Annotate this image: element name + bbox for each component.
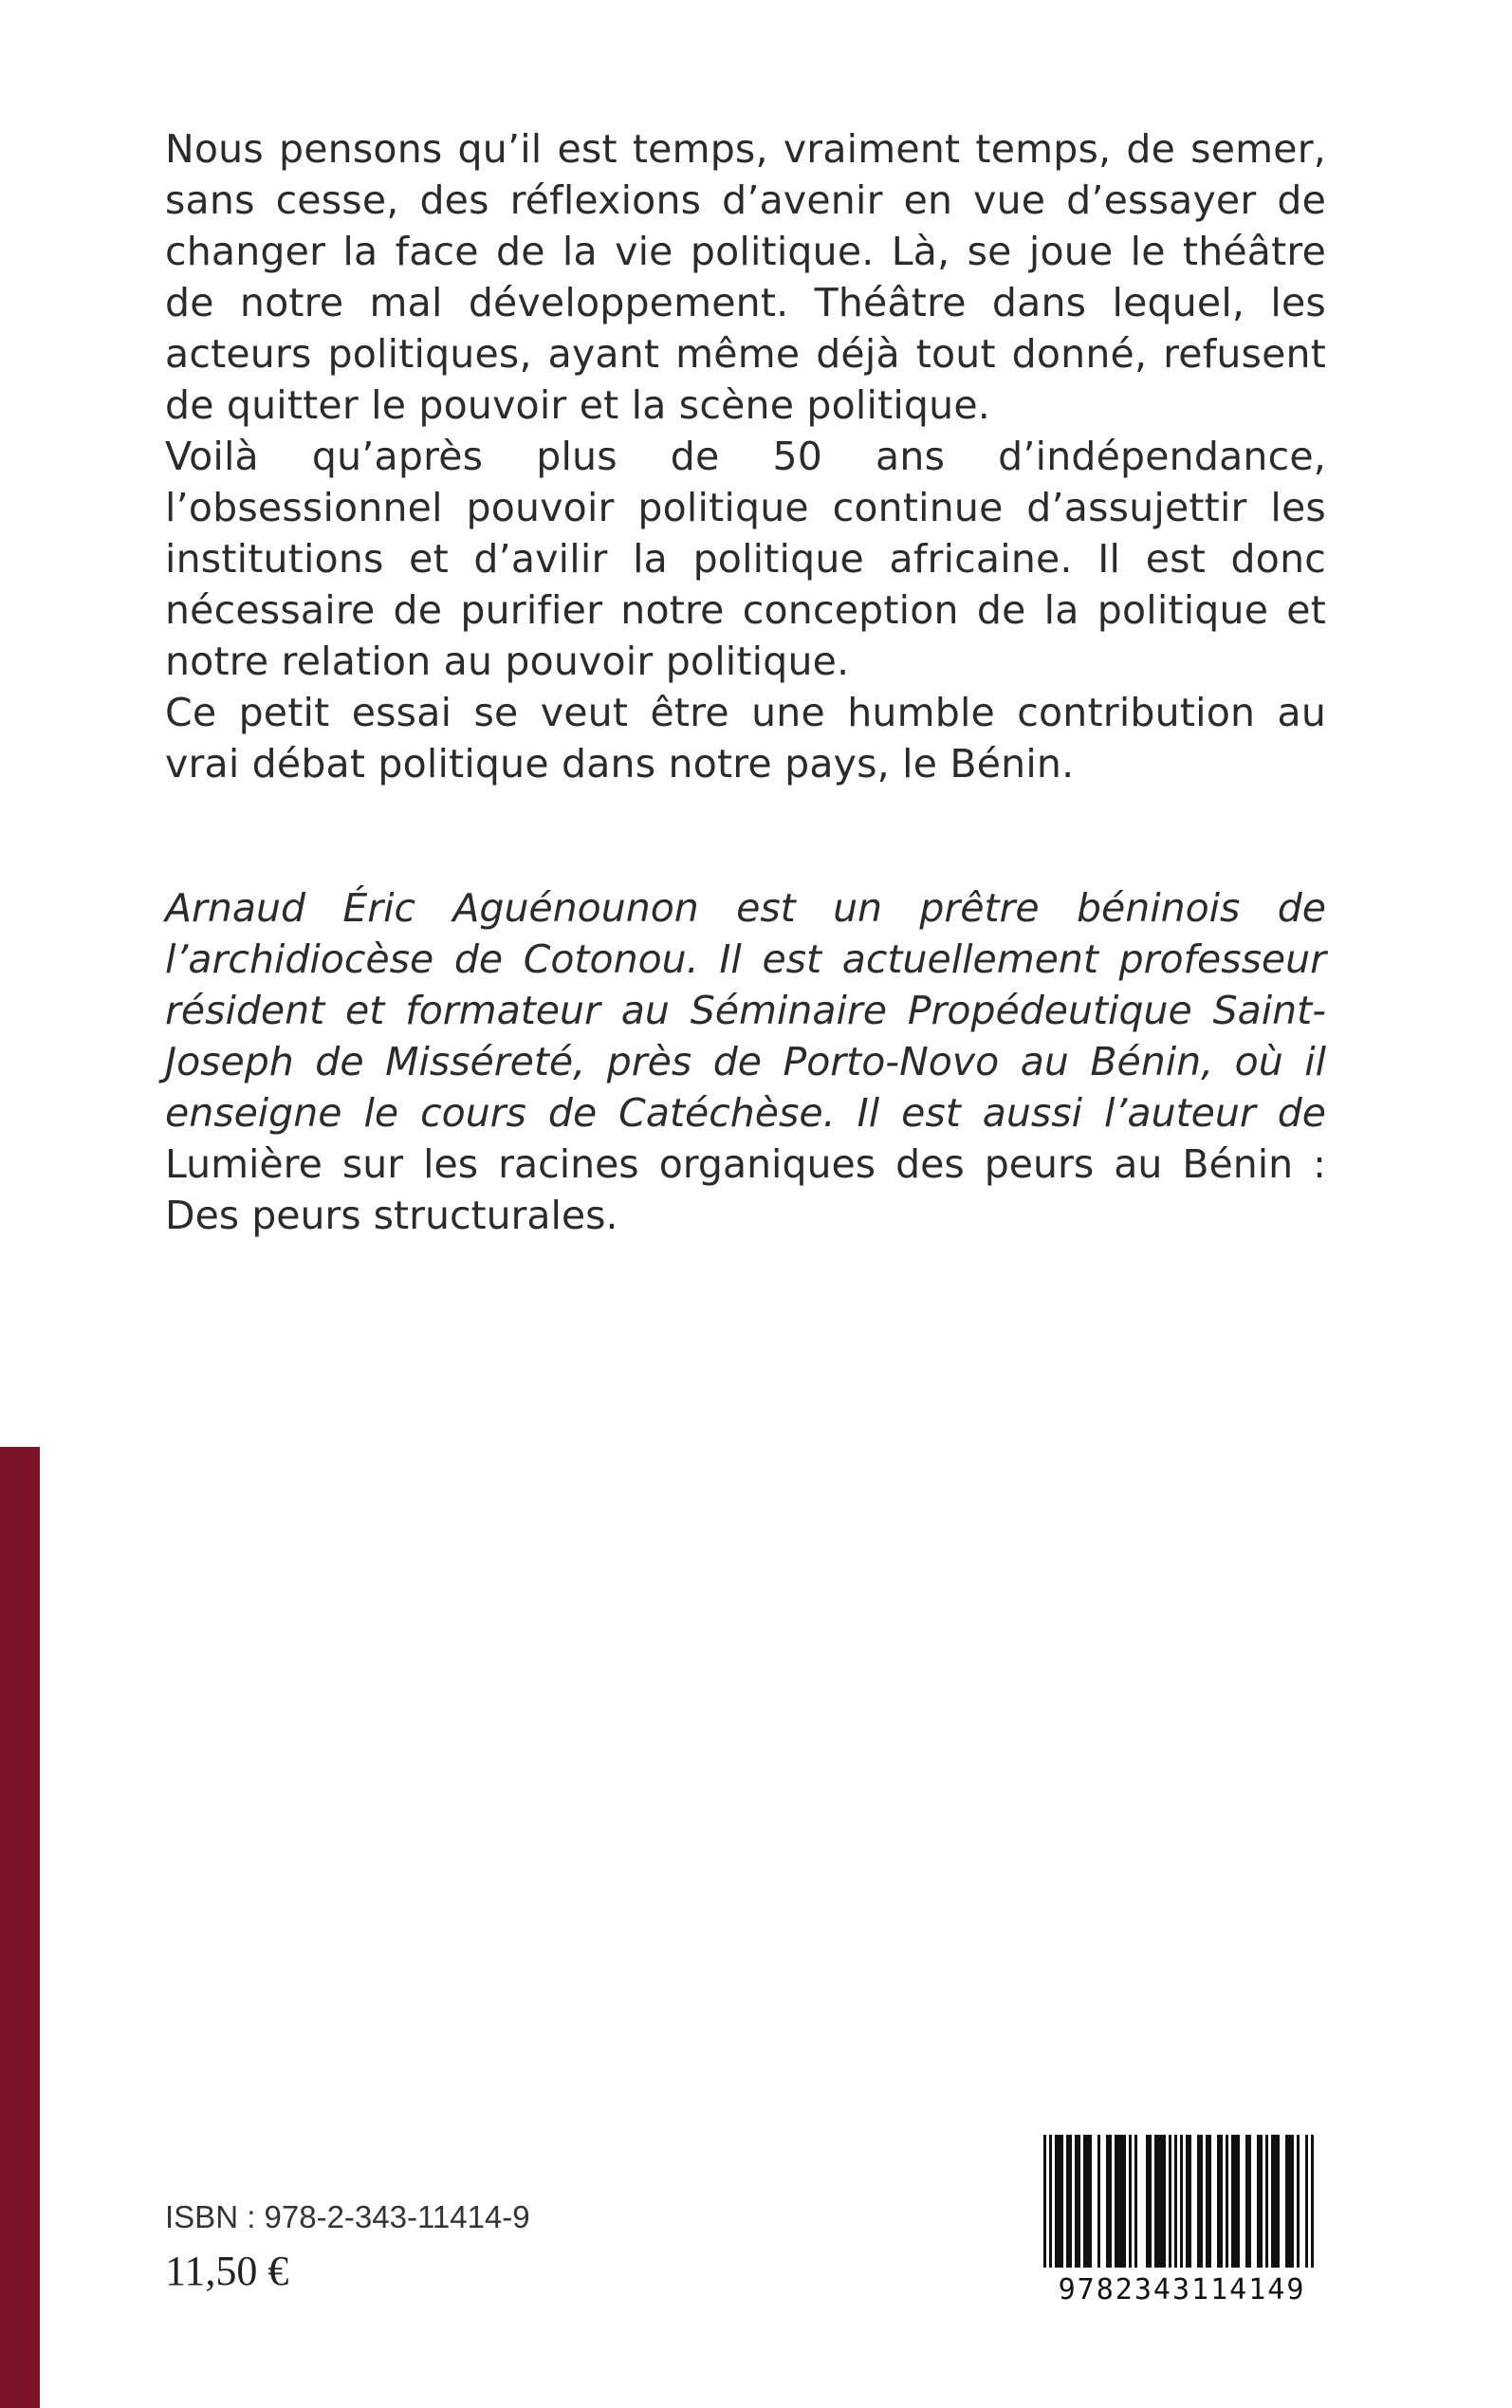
barcode-bar	[1226, 2135, 1228, 2268]
barcode-bar	[1217, 2135, 1220, 2268]
barcode-bar	[1285, 2135, 1288, 2268]
barcode-bar	[1180, 2135, 1183, 2268]
barcode-bar	[1265, 2135, 1268, 2268]
barcode-bar	[1288, 2135, 1291, 2268]
barcode-bar	[1220, 2135, 1223, 2268]
barcode-bar	[1297, 2135, 1300, 2268]
barcode-bar	[1197, 2135, 1200, 2268]
author-bio	[165, 882, 1326, 1241]
barcode-bar	[1078, 2135, 1080, 2268]
barcode-bar	[1271, 2135, 1274, 2268]
barcode-bars	[1030, 2131, 1334, 2273]
barcode-bar	[1305, 2135, 1308, 2268]
barcode-bar	[1257, 2135, 1260, 2268]
barcode-bar	[1123, 2135, 1126, 2268]
barcode-bar	[1160, 2135, 1163, 2268]
barcode-bar	[1115, 2135, 1117, 2268]
back-cover-description	[165, 123, 1326, 789]
price-label: 11,50 €	[165, 2248, 289, 2294]
description-paragraph: Ce petit essai se veut être une humble contribution au vrai débat politique dans notre pays, le Bénin.	[165, 690, 1326, 787]
barcode-bar	[1106, 2135, 1109, 2268]
barcode-bar	[1149, 2135, 1152, 2268]
barcode-bar	[1163, 2135, 1166, 2268]
barcode-bar	[1043, 2135, 1046, 2268]
spine-color-band	[0, 1447, 40, 2408]
barcode	[1030, 2131, 1334, 2311]
barcode-bar	[1055, 2135, 1058, 2268]
barcode-bar	[1097, 2135, 1100, 2268]
barcode-bar	[1086, 2135, 1089, 2268]
barcode-bar	[1208, 2135, 1211, 2268]
barcode-bar	[1274, 2135, 1277, 2268]
barcode-bar	[1245, 2135, 1248, 2268]
barcode-bar	[1154, 2135, 1157, 2268]
barcode-bar	[1311, 2135, 1314, 2268]
barcode-bar	[1083, 2135, 1086, 2268]
barcode-bar	[1060, 2135, 1063, 2268]
barcode-bar	[1089, 2135, 1092, 2268]
barcode-bar	[1260, 2135, 1263, 2268]
barcode-bar	[1169, 2135, 1171, 2268]
barcode-bar	[1231, 2135, 1234, 2268]
barcode-bar	[1066, 2135, 1069, 2268]
isbn-label: ISBN : 978-2-343-11414-9	[165, 2199, 530, 2234]
barcode-bar	[1186, 2135, 1189, 2268]
barcode-bar	[1234, 2135, 1237, 2268]
barcode-bar	[1049, 2135, 1052, 2268]
barcode-digits: 9782343114149	[1058, 2273, 1306, 2306]
barcode-bar	[1058, 2135, 1060, 2268]
barcode-bar	[1129, 2135, 1132, 2268]
barcode-bar	[1157, 2135, 1160, 2268]
barcode-bar	[1174, 2135, 1177, 2268]
barcode-bar	[1134, 2135, 1137, 2268]
author-name: Arnaud Éric Aguénounon	[165, 885, 699, 931]
barcode-bar	[1146, 2135, 1149, 2268]
barcode-bar	[1189, 2135, 1191, 2268]
barcode-bar	[1075, 2135, 1078, 2268]
barcode-bar	[1109, 2135, 1112, 2268]
previous-book-title: Lumière sur les racines organiques des peurs au Bénin : Des peurs structurales.	[165, 1141, 1326, 1238]
barcode-bar	[1206, 2135, 1208, 2268]
description-paragraph: Voilà qu’après plus de 50 ans d’indépendance, l’obsessionnel pouvoir politique continue d’assujettir les institutions et d’avilir la politique africaine. Il est donc nécessaire de purifier notre conception de la politique et notre relation au pouvoir politique.	[165, 434, 1326, 684]
barcode-bar	[1248, 2135, 1251, 2268]
barcode-bar	[1200, 2135, 1203, 2268]
barcode-bar	[1120, 2135, 1123, 2268]
barcode-bar	[1117, 2135, 1120, 2268]
barcode-bar	[1237, 2135, 1240, 2268]
description-paragraph: Nous pensons qu’il est temps, vraiment temps, de semer, sans cesse, des réflexions d’avenir en vue d’essayer de changer la face de la vie politique. Là, se joue le théâtre de notre mal développement. Théâtre dans lequel, les acteurs politiques, ayant même déjà tout donné, refusent de quitter le pouvoir et la scène politique.	[165, 126, 1326, 428]
bio-text: est un prêtre béninois de l’archidiocèse de Cotonou. Il est actuellement professeur résident et formateur au Séminaire Propédeutique Saint-Joseph de Misséreté, près de Porto-Novo au Bénin, où il enseigne le cours de Catéchèse. Il est aussi l’auteur de	[165, 885, 1326, 1136]
barcode-bar	[1277, 2135, 1280, 2268]
barcode-bar	[1291, 2135, 1294, 2268]
barcode-bar	[1069, 2135, 1072, 2268]
